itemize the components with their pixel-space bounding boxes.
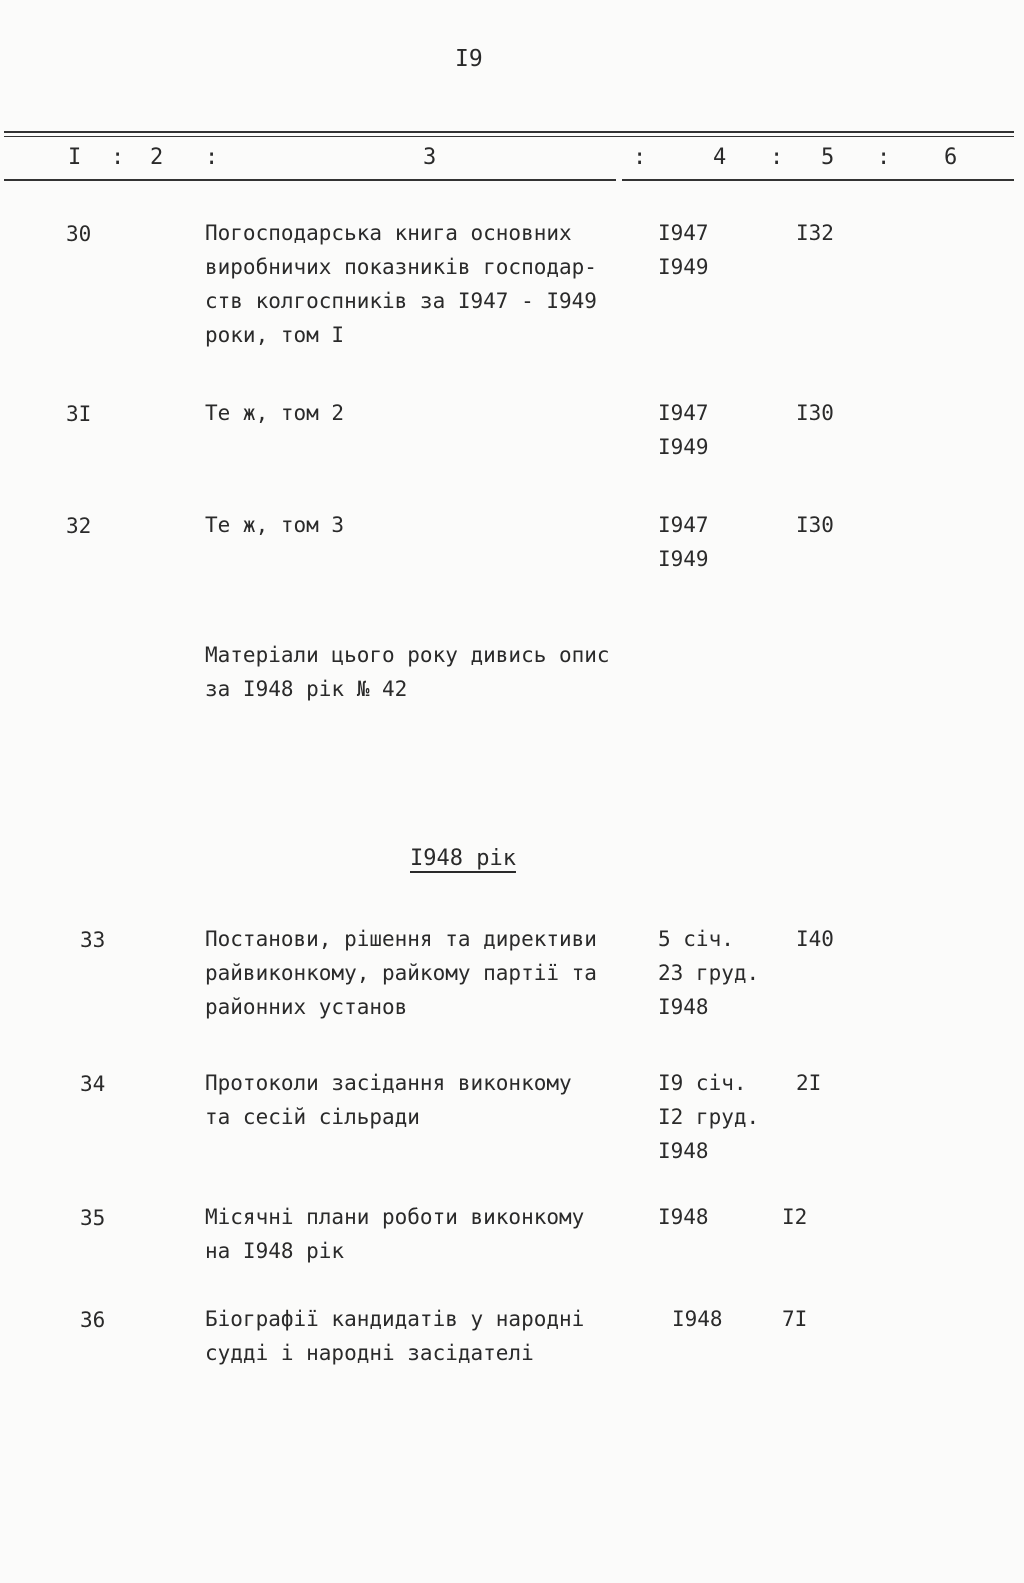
entry-number: 32 (66, 514, 92, 538)
entry-title: Протоколи засідання виконкому та сесій сільради (205, 1071, 572, 1129)
column-separator: : (205, 145, 219, 170)
entry-number: 34 (80, 1072, 106, 1096)
column-header-4: 4 (713, 145, 727, 170)
entry-sheets: 2I (796, 1071, 822, 1095)
entry-number: 35 (80, 1206, 106, 1230)
header-rule-top (4, 131, 1014, 133)
column-header-5: 5 (821, 145, 835, 170)
entry-sheets: I30 (796, 513, 834, 537)
header-rule-top-thin (4, 136, 1014, 137)
column-separator: : (633, 145, 647, 170)
entry-sheets: I32 (796, 221, 834, 245)
entry-sheets: I30 (796, 401, 834, 425)
entry-dates: 5 січ. 23 груд. I948 (658, 927, 760, 1019)
entry-dates: I9 січ. I2 груд. I948 (658, 1071, 760, 1163)
cross-reference-note: Матеріали цього року дивись опис за I948 рік № 42 (205, 643, 610, 701)
entry-sheets: I2 (782, 1205, 808, 1229)
header-rule-bottom (622, 179, 1014, 181)
entry-sheets: I40 (796, 927, 834, 951)
page-number: I9 (455, 46, 483, 72)
entry-title: Погосподарська книга основних виробничих показників господар- ств колгоспників за I947 - I949 роки, том I (205, 221, 597, 347)
column-separator: : (111, 145, 125, 170)
entry-dates: I948 (672, 1307, 723, 1331)
entry-title: Біографії кандидатів у народні судді і народні засідателі (205, 1307, 585, 1365)
entry-dates: I947 I949 (658, 221, 709, 279)
entry-sheets: 7I (782, 1307, 808, 1331)
column-header-3: 3 (423, 145, 437, 170)
column-separator: : (770, 145, 784, 170)
entry-number: 36 (80, 1308, 106, 1332)
entry-dates: I948 (658, 1205, 709, 1229)
column-header-2: 2 (150, 145, 164, 170)
entry-number: 30 (66, 222, 92, 246)
entry-dates: I947 I949 (658, 513, 709, 571)
entry-number: 3I (66, 402, 92, 426)
entry-title: Те ж, том 2 (205, 401, 345, 425)
entry-dates: I947 I949 (658, 401, 709, 459)
column-separator: : (877, 145, 891, 170)
entry-title: Те ж, том 3 (205, 513, 345, 537)
header-rule-bottom (4, 179, 616, 181)
entry-title: Постанови, рішення та директиви райвиконкому, райкому партії та районних установ (205, 927, 597, 1019)
entry-title: Місячні плани роботи виконкому на I948 рік (205, 1205, 585, 1263)
entry-number: 33 (80, 928, 106, 952)
column-header-1: I (68, 145, 82, 170)
column-header-6: 6 (944, 145, 958, 170)
section-heading: I948 рік (410, 846, 516, 871)
